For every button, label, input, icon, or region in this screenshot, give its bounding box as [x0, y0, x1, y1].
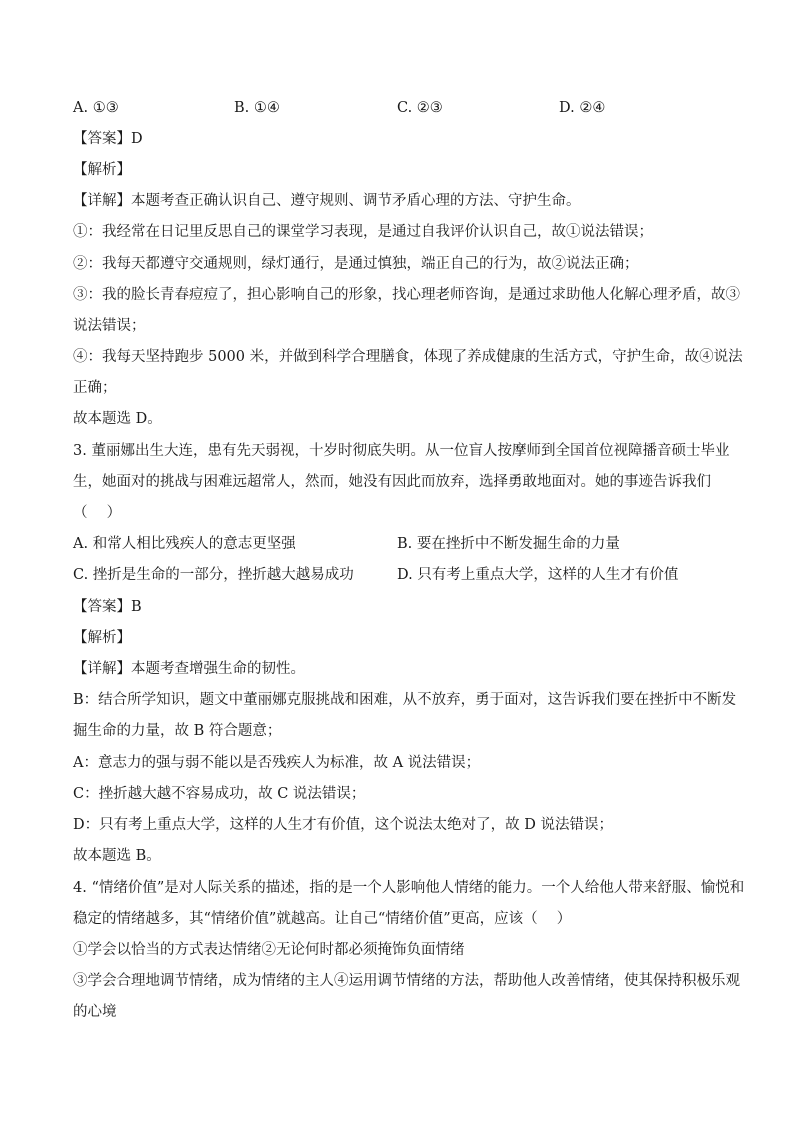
q2-option-b: B. ①④: [234, 100, 280, 116]
q2-option-c: C. ②③: [397, 100, 443, 116]
q2-analysis-line-1: ①：我经常在日记里反思自己的课堂学习表现，是通过自我评价认识自己，故①说法错误；: [73, 224, 653, 240]
q3-option-a: A. 和常人相比残疾人的意志更坚强: [73, 536, 296, 552]
q4-choices-line-1: ①学会以恰当的方式表达情绪②无论何时都必须掩饰负面情绪: [73, 942, 465, 958]
q4-stem-line-1: 4. “情绪价值”是对人际关系的描述，指的是一个人影响他人情绪的能力。一个人给他人带来舒服、愉悦和: [73, 880, 745, 896]
q2-analysis-line-6: 正确；: [73, 380, 117, 396]
q4-choices-line-3: 的心境: [73, 1004, 117, 1020]
q2-analysis-line-3: ③：我的脸长青春痘痘了，担心影响自己的形象，找心理老师咨询，是通过求助他人化解心理矛盾，故③: [73, 287, 740, 303]
q3-analysis-line-5: D：只有考上重点大学，这样的人生才有价值，这个说法太绝对了，故 D 说法错误；: [73, 817, 613, 833]
q4-choices-line-2: ③学会合理地调节情绪，成为情绪的主人④运用调节情绪的方法，帮助他人改善情绪，使其保持积极乐观: [73, 973, 740, 989]
q4-stem-line-2: 稳定的情绪越多，其“情绪价值”就越高。让自己“情绪价值”更高，应该（ ）: [73, 911, 572, 927]
q2-conclusion: 故本题选 D。: [73, 411, 162, 427]
q3-detail: 【详解】本题考查增强生命的韧性。: [73, 661, 305, 677]
q3-analysis-line-2: 掘生命的力量，故 B 符合题意；: [73, 723, 282, 739]
q3-option-b: B. 要在挫折中不断发掘生命的力量: [397, 536, 620, 552]
q3-analysis-label: 【解析】: [73, 630, 131, 646]
q2-analysis-line-4: 说法错误；: [73, 318, 146, 334]
q3-option-c: C. 挫折是生命的一部分，挫折越大越易成功: [73, 567, 354, 583]
q3-analysis-line-1: B：结合所学知识，题文中董丽娜克服挑战和困难，从不放弃，勇于面对，这告诉我们要在挫折中不断发: [73, 692, 737, 708]
q3-analysis-line-4: C：挫折越大越不容易成功，故 C 说法错误；: [73, 786, 366, 802]
q2-option-d: D. ②④: [559, 100, 606, 116]
q2-answer: 【答案】D: [73, 131, 143, 147]
q3-answer: 【答案】B: [73, 599, 142, 615]
q2-detail: 【详解】本题考查正确认识自己、遵守规则、调节矛盾心理的方法、守护生命。: [73, 193, 581, 209]
q2-analysis-label: 【解析】: [73, 162, 131, 178]
q3-analysis-line-3: A：意志力的强与弱不能以是否残疾人为标准，故 A 说法错误；: [73, 755, 481, 771]
q3-option-d: D. 只有考上重点大学，这样的人生才有价值: [397, 567, 679, 583]
q3-stem-line-1: 3. 董丽娜出生大连，患有先天弱视，十岁时彻底失明。从一位盲人按摩师到全国首位视障播音硕士毕业: [73, 443, 730, 459]
q3-stem-line-2: 生，她面对的挑战与困难远超常人，然而，她没有因此而放弃，选择勇敢地面对。她的事迹告诉我们: [73, 474, 711, 490]
q3-stem-line-3: （ ）: [73, 505, 122, 521]
q2-analysis-line-5: ④：我每天坚持跑步 5000 米，并做到科学合理膳食，体现了养成健康的生活方式，守护生命，故④说法: [73, 349, 743, 365]
q2-analysis-line-2: ②：我每天都遵守交通规则，绿灯通行，是通过慎独，端正自己的行为，故②说法正确；: [73, 256, 639, 272]
q3-conclusion: 故本题选 B。: [73, 848, 161, 864]
q2-option-a: A. ①③: [73, 100, 119, 116]
